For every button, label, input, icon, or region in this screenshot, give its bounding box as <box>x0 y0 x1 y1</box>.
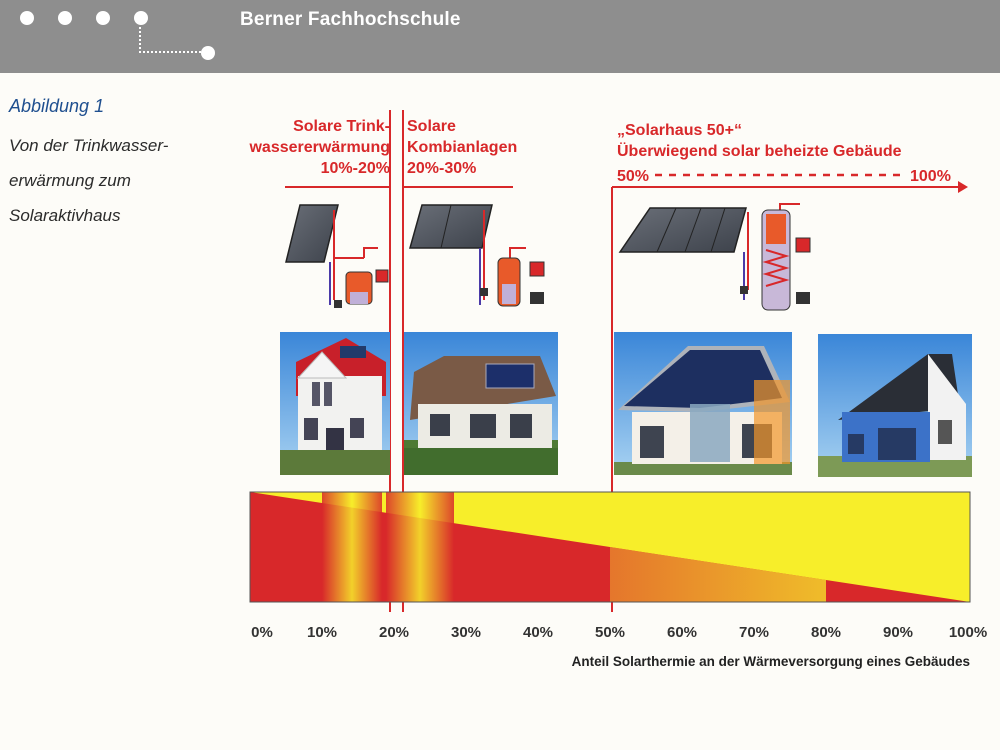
solar-collector-icon <box>286 205 338 262</box>
category-title: wassererwärmung <box>249 139 390 156</box>
x-tick-label: 0% <box>251 624 273 641</box>
x-tick-label: 100% <box>948 624 988 641</box>
x-tick-label: 70% <box>738 624 770 641</box>
category-title: Solare Trink- <box>293 118 390 135</box>
category-title: Kombianlagen <box>407 139 518 156</box>
solarhaus-start-label: 50% <box>617 168 650 185</box>
arrow-head-icon <box>958 181 968 193</box>
caption-line: Solaraktivhaus <box>9 206 121 225</box>
solarhaus-end-label: 100% <box>910 168 951 185</box>
x-tick-label: 80% <box>810 624 842 641</box>
category-range: 10%-20% <box>320 160 390 177</box>
solar-share-band <box>250 492 970 602</box>
house-photo-3 <box>614 332 792 475</box>
x-tick-label: 50% <box>594 624 626 641</box>
category-title: Überwiegend solar beheizte Gebäude <box>617 143 902 160</box>
solarhaus-system-schematic <box>620 204 810 310</box>
x-tick-label: 40% <box>522 624 554 641</box>
solar-collector-icon <box>410 205 492 248</box>
solar-collector-icon <box>620 208 746 252</box>
category-range: 20%-30% <box>407 160 477 177</box>
x-tick-label: 60% <box>666 624 698 641</box>
house-photo-1 <box>280 332 390 475</box>
brand-name: Berner Fachhochschule <box>240 9 461 30</box>
x-axis-ticks <box>251 624 987 641</box>
house-photo-2 <box>404 332 558 475</box>
caption-line: Von der Trinkwasser- <box>9 136 169 155</box>
x-tick-label: 90% <box>882 624 914 641</box>
x-tick-label: 30% <box>450 624 482 641</box>
dhw-highlight <box>322 492 382 602</box>
combi-highlight <box>386 492 454 602</box>
house-photo-4 <box>818 334 972 477</box>
figure-title: Abbildung 1 <box>9 96 105 116</box>
x-axis-label: Anteil Solarthermie an der Wärmeversorgung eines Gebäudes <box>571 654 970 669</box>
dhw-system-schematic <box>286 205 388 308</box>
category-title: Solare <box>407 118 456 135</box>
caption-line: erwärmung zum <box>9 171 131 190</box>
x-tick-label: 10% <box>306 624 338 641</box>
x-tick-label: 20% <box>378 624 410 641</box>
category-title: „Solarhaus 50+“ <box>617 122 742 139</box>
combi-system-schematic <box>410 205 544 306</box>
